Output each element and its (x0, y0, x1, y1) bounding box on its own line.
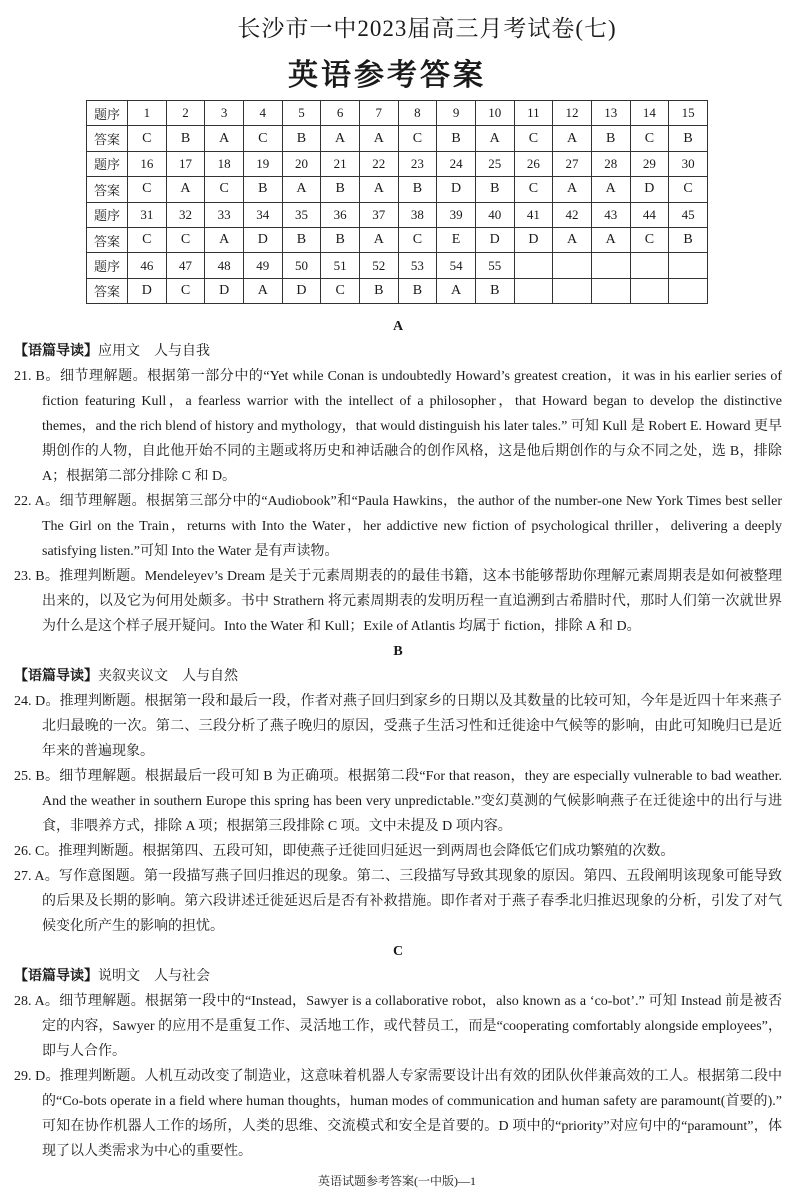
answer-letter-cell: B (243, 177, 282, 202)
answer-letter-cell: B (321, 177, 360, 202)
question-number-cell: 5 (282, 101, 321, 126)
question-number-cell: 6 (321, 101, 360, 126)
answer-letter-cell (514, 278, 553, 303)
question-number-cell: 50 (282, 253, 321, 278)
question-number-cell (514, 253, 553, 278)
question-number-cell: 17 (166, 151, 205, 176)
explanation-item (14, 689, 782, 764)
question-number-cell: 51 (321, 253, 360, 278)
row-label-question: 题序 (87, 202, 128, 227)
answer-letter-cell: D (282, 278, 321, 303)
question-number-cell: 25 (475, 151, 514, 176)
answer-letter-cell: A (205, 126, 244, 151)
passage-guide-label: 【语篇导读】 (14, 669, 98, 684)
passage-guide-label: 【语篇导读】 (14, 969, 98, 984)
answer-letter-cell: A (591, 177, 630, 202)
question-number-cell: 15 (669, 101, 708, 126)
answer-letter-cell: D (205, 278, 244, 303)
question-number-cell: 10 (475, 101, 514, 126)
passage-guide (14, 339, 782, 364)
question-number-cell: 9 (437, 101, 476, 126)
explanation-item (14, 864, 782, 939)
answer-letter-cell: C (514, 177, 553, 202)
question-number: 25. (14, 769, 32, 784)
question-number-cell: 45 (669, 202, 708, 227)
answer-letter-cell: C (514, 126, 553, 151)
question-number-cell: 48 (205, 253, 244, 278)
question-number: 22. (14, 494, 32, 509)
question-number-cell: 47 (166, 253, 205, 278)
answer-letter-cell: C (630, 126, 669, 151)
answer-row (87, 177, 708, 202)
answer-row (87, 126, 708, 151)
question-number-cell: 4 (243, 101, 282, 126)
question-number-cell: 3 (205, 101, 244, 126)
answer-letter-cell: B (282, 227, 321, 252)
question-number-cell: 46 (128, 253, 167, 278)
question-number-cell: 16 (128, 151, 167, 176)
explanation-text: C。推理判断题。根据第四、五段可知，即使燕子迁徙回归延迟一到两周也会降低它们成功繁殖的次数。 (35, 844, 675, 859)
answer-letter-cell: D (475, 227, 514, 252)
question-number-cell: 29 (630, 151, 669, 176)
answer-letter-cell: B (669, 126, 708, 151)
question-number: 27. (14, 869, 32, 884)
explanation-item (14, 1064, 782, 1164)
passage-guide (14, 964, 782, 989)
answer-letter-cell: C (398, 126, 437, 151)
answer-letter-cell: A (359, 126, 398, 151)
explanation-text: B。细节理解题。根据最后一段可知 B 为正确项。根据第二段“For that reason，they are especially vulnerable to bad weather. And the weather in southern Europe this spring has been very unpredictable.”变幻莫测的气候影响燕子在迁徙途中的出行与进食，非喂养方式，排除 A 项；根据第三段排除 C 项。文中未提及 D 项内容。 (35, 769, 782, 834)
question-number-cell: 27 (553, 151, 592, 176)
answer-letter-cell: B (591, 126, 630, 151)
answer-letter-cell: A (243, 278, 282, 303)
answer-letter-cell: C (128, 126, 167, 151)
explanations (14, 314, 782, 1164)
question-number-cell: 8 (398, 101, 437, 126)
question-number-cell (669, 253, 708, 278)
answer-letter-cell: B (475, 177, 514, 202)
answer-letter-cell: A (166, 177, 205, 202)
question-number-cell: 41 (514, 202, 553, 227)
row-label-answer: 答案 (87, 177, 128, 202)
answer-letter-cell: B (437, 126, 476, 151)
question-number-cell: 34 (243, 202, 282, 227)
explanation-text: A。细节理解题。根据第三部分中的“Audiobook”和“Paula Hawkins，the author of the number-one New York Times best seller The Girl on the Train，returns with Into the Water，her addictive new fiction of psychological thriller，delivering a deeply satisfying listen.”可知 Into the Water 是有声读物。 (34, 494, 782, 559)
answer-letter-cell: D (243, 227, 282, 252)
explanation-text: D。推理判断题。人机互动改变了制造业，这意味着机器人专家需要设计出有效的团队伙伴兼高效的工人。根据第二段中的“Co-bots operate in a field where human thoughts，human modes of communication and human safety are paramount(首要的).” 可知在协作机器人工作的场所，人类的思维、交流模式和安全是首要的。D 项中的“priority”对应句中的“paramount”，体现了以人类需求为中心的重要性。 (35, 1069, 783, 1159)
answer-letter-cell: C (243, 126, 282, 151)
question-number-cell: 36 (321, 202, 360, 227)
explanation-item (14, 989, 782, 1064)
question-number-cell: 55 (475, 253, 514, 278)
explanation-text: A。细节理解题。根据第一段中的“Instead，Sawyer is a collaborative robot，also known as a ‘co-bot’.” 可知 Instead 前是被否定的内容，Sawyer 的应用不是重复工作、灵活地工作，或代替员工，而是“cooperating comfortably alongside employees”，即与人合作。 (34, 994, 783, 1059)
explanation-text: A。写作意图题。第一段描写燕子回归推迟的现象。第二、三段描写导致其现象的原因。第四、五段阐明该现象可能导致的后果及长期的影响。第六段讲述迁徙延迟后是否有补救措施。即作者对于燕子春季北归推迟现象的分析，引发了对气候变化所产生的影响的担忧。 (34, 869, 783, 934)
answer-letter-cell: D (128, 278, 167, 303)
row-label-answer: 答案 (87, 126, 128, 151)
answer-letter-cell: C (166, 227, 205, 252)
question-number-cell: 18 (205, 151, 244, 176)
answer-row (87, 227, 708, 252)
question-number-cell: 37 (359, 202, 398, 227)
answer-letter-cell: C (669, 177, 708, 202)
passage-guide-text: 夹叙夹议文 人与自然 (98, 669, 238, 684)
answer-letter-cell: C (630, 227, 669, 252)
answer-letter-cell: B (321, 227, 360, 252)
question-number-cell: 23 (398, 151, 437, 176)
explanation-text: B。推理判断题。Mendeleyev’s Dream 是关于元素周期表的的最佳书籍，这本书能够帮助你理解元素周期表是如何被整理出来的，以及它为何用处颇多。书中 Strathern 将元素周期表的发明历程一直追溯到古希腊时代，那时人们第一次就世界为什么是这个样子展开疑问。Into the Water 和 Kull；Exile of Atlantis 均属于 fiction，排除 A 和 D。 (35, 569, 782, 634)
question-row (87, 151, 708, 176)
answer-letter-cell: C (128, 227, 167, 252)
question-number-cell: 11 (514, 101, 553, 126)
question-number-cell: 39 (437, 202, 476, 227)
question-number-cell: 24 (437, 151, 476, 176)
answer-letter-cell: B (166, 126, 205, 151)
question-number: 26. (14, 844, 32, 859)
explanation-item (14, 764, 782, 839)
question-number-cell: 12 (553, 101, 592, 126)
answer-letter-cell: B (398, 177, 437, 202)
question-number-cell (630, 253, 669, 278)
question-number: 23. (14, 569, 32, 584)
explanation-text: D。推理判断题。根据第一段和最后一段，作者对燕子回归到家乡的日期以及其数量的比较可知，今年是近四十年来燕子北归最晚的一次。第二、三段分析了燕子晚归的原因，受燕子生活习性和迁徙途中气候等的影响，由此可知晚归已是近年来的普遍现象。 (35, 694, 783, 759)
question-number-cell: 35 (282, 202, 321, 227)
question-row (87, 253, 708, 278)
row-label-answer: 答案 (87, 227, 128, 252)
question-number: 24. (14, 694, 32, 709)
question-number-cell: 26 (514, 151, 553, 176)
question-number-cell: 44 (630, 202, 669, 227)
answer-letter-cell: A (591, 227, 630, 252)
question-row (87, 202, 708, 227)
answer-letter-cell: A (553, 126, 592, 151)
answer-letter-cell: A (475, 126, 514, 151)
explanation-item (14, 489, 782, 564)
answer-letter-cell: D (630, 177, 669, 202)
answer-letter-cell: B (282, 126, 321, 151)
answer-letter-cell: A (553, 177, 592, 202)
question-number-cell: 7 (359, 101, 398, 126)
exam-title: 长沙市一中2023届高三月考试卷(七) (237, 16, 617, 41)
answer-letter-cell: A (359, 177, 398, 202)
question-number-cell: 53 (398, 253, 437, 278)
page-footer: 英语试题参考答案(一中版)—1 (318, 1174, 476, 1188)
question-number-cell: 38 (398, 202, 437, 227)
explanation-item (14, 364, 782, 489)
question-number-cell: 22 (359, 151, 398, 176)
question-number-cell: 28 (591, 151, 630, 176)
answer-letter-cell: D (437, 177, 476, 202)
question-number-cell: 52 (359, 253, 398, 278)
question-number-cell: 31 (128, 202, 167, 227)
passage-guide-text: 说明文 人与社会 (98, 969, 210, 984)
section-letter: A (392, 319, 404, 334)
question-number-cell: 14 (630, 101, 669, 126)
answer-letter-cell: A (282, 177, 321, 202)
question-number-cell: 30 (669, 151, 708, 176)
question-number: 21. (14, 369, 32, 384)
answer-row (87, 278, 708, 303)
question-number-cell: 2 (166, 101, 205, 126)
question-number-cell: 20 (282, 151, 321, 176)
answer-letter-cell: B (475, 278, 514, 303)
passage-guide (14, 664, 782, 689)
question-number-cell: 13 (591, 101, 630, 126)
question-number: 28. (14, 994, 32, 1009)
section-letter: C (392, 944, 404, 959)
answer-letter-cell (553, 278, 592, 303)
question-number-cell (553, 253, 592, 278)
answer-letter-cell (591, 278, 630, 303)
answer-letter-cell: E (437, 227, 476, 252)
answer-letter-cell: D (514, 227, 553, 252)
answer-letter-cell: A (359, 227, 398, 252)
question-number-cell: 54 (437, 253, 476, 278)
answer-letter-cell: A (437, 278, 476, 303)
answer-letter-cell: A (553, 227, 592, 252)
answer-key-title: 英语参考答案 (288, 58, 486, 93)
passage-guide-label: 【语篇导读】 (14, 344, 98, 359)
question-number-cell: 42 (553, 202, 592, 227)
answer-letter-cell: C (321, 278, 360, 303)
question-number-cell: 33 (205, 202, 244, 227)
answer-letter-cell (630, 278, 669, 303)
answer-letter-cell: A (321, 126, 360, 151)
answer-letter-cell: C (128, 177, 167, 202)
answer-letter-cell: B (669, 227, 708, 252)
answer-letter-cell: C (205, 177, 244, 202)
passage-guide-text: 应用文 人与自我 (98, 344, 210, 359)
answer-table (86, 100, 708, 304)
row-label-answer: 答案 (87, 278, 128, 303)
answer-letter-cell (669, 278, 708, 303)
question-number-cell: 49 (243, 253, 282, 278)
explanation-text: B。细节理解题。根据第一部分中的“Yet while Conan is undoubtedly Howard’s greatest creation，it was in his earlier series of fiction featuring Kull，a fearless warrior with the intellect of a philosopher，that Howard began to develop the distinctive themes，and the rich blend of history and mythology，that would distinguish his later tales.” 可知 Kull 是 Robert E. Howard 更早期创作的人物，自此他开始不同的主题或将历史和神话融合的创作风格，这是他后期创作的与众不同之处，选 B，排除 A；根据第二部分排除 C 和 D。 (35, 369, 783, 484)
question-number-cell (591, 253, 630, 278)
answer-letter-cell: B (359, 278, 398, 303)
question-number-cell: 1 (128, 101, 167, 126)
explanation-item (14, 839, 782, 864)
explanation-item (14, 564, 782, 639)
answer-letter-cell: C (166, 278, 205, 303)
question-number-cell: 21 (321, 151, 360, 176)
question-number: 29. (14, 1069, 32, 1084)
answer-letter-cell: C (398, 227, 437, 252)
section-letter: B (393, 644, 403, 659)
row-label-question: 题序 (87, 151, 128, 176)
row-label-question: 题序 (87, 101, 128, 126)
answer-letter-cell: B (398, 278, 437, 303)
question-number-cell: 19 (243, 151, 282, 176)
answer-letter-cell: A (205, 227, 244, 252)
row-label-question: 题序 (87, 253, 128, 278)
question-number-cell: 43 (591, 202, 630, 227)
question-number-cell: 32 (166, 202, 205, 227)
question-row (87, 101, 708, 126)
question-number-cell: 40 (475, 202, 514, 227)
